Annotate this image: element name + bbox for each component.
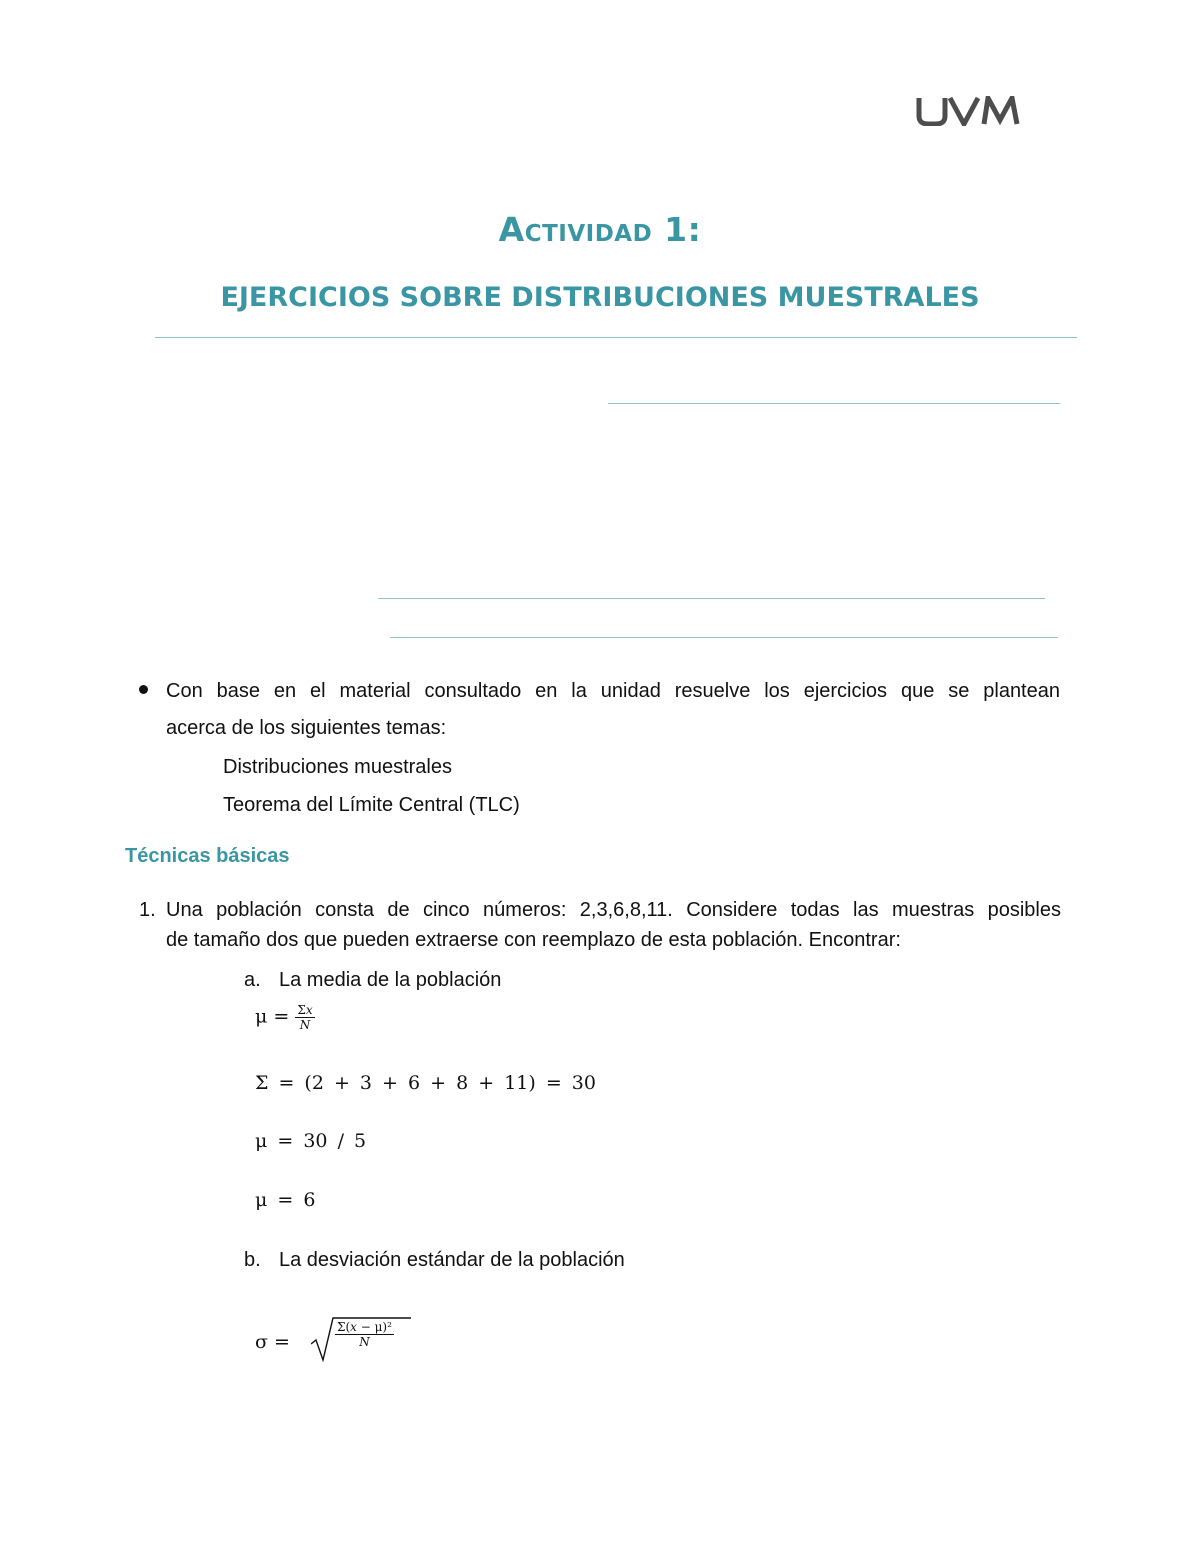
mean-result: μ = 6: [255, 1189, 316, 1211]
mean-formula: [255, 1003, 315, 1032]
blank-line: [378, 598, 1045, 599]
activity-subtitle: EJERCICIOS SOBRE DISTRIBUCIONES MUESTRALES: [220, 282, 980, 313]
sum-equation: Σ = (2 + 3 + 6 + 8 + 11) = 30: [255, 1072, 596, 1094]
bullet-icon: [139, 685, 148, 694]
uvm-logo: [916, 96, 1040, 126]
exercise-number: 1.: [139, 899, 156, 921]
std-dev-fraction: [335, 1320, 394, 1349]
mean-formula-lhs: μ =: [255, 1005, 290, 1028]
exercise-text-line1: Una población consta de cinco números: 2,3,6,8,11. Considere todas las muestras posibles: [166, 899, 1061, 921]
std-dev-lhs: σ =: [255, 1331, 290, 1353]
mean-fraction-denominator: 𝑁: [299, 1018, 311, 1032]
std-dev-numerator: Σ(𝑥 − μ)²: [337, 1320, 392, 1334]
instructions-line1: Con base en el material consultado en la unidad resuelve los ejercicios que se plantean: [166, 680, 1060, 702]
std-dev-denominator: 𝑁: [359, 1335, 370, 1349]
mean-fraction: [295, 1003, 314, 1032]
blank-line: [608, 403, 1060, 404]
section-heading: Técnicas básicas: [125, 845, 290, 867]
part-b-text: La desviación estándar de la población: [279, 1249, 625, 1271]
topic-item: Teorema del Límite Central (TLC): [223, 794, 520, 816]
instructions-line2: acerca de los siguientes temas:: [166, 717, 447, 739]
topic-item: Distribuciones muestrales: [223, 756, 452, 778]
mean-division: μ = 30 / 5: [255, 1130, 367, 1152]
blank-line: [390, 637, 1058, 638]
activity-title: Actividad 1:: [498, 210, 702, 249]
title-divider: [155, 337, 1077, 338]
part-b-label: b.: [244, 1249, 261, 1271]
std-dev-formula: [255, 1316, 425, 1366]
mean-fraction-numerator: Σ𝑥: [297, 1003, 313, 1017]
part-a-text: La media de la población: [279, 969, 502, 991]
exercise-text-line2: de tamaño dos que pueden extraerse con reemplazo de esta población. Encontrar:: [166, 929, 901, 951]
part-a-label: a.: [244, 969, 261, 991]
